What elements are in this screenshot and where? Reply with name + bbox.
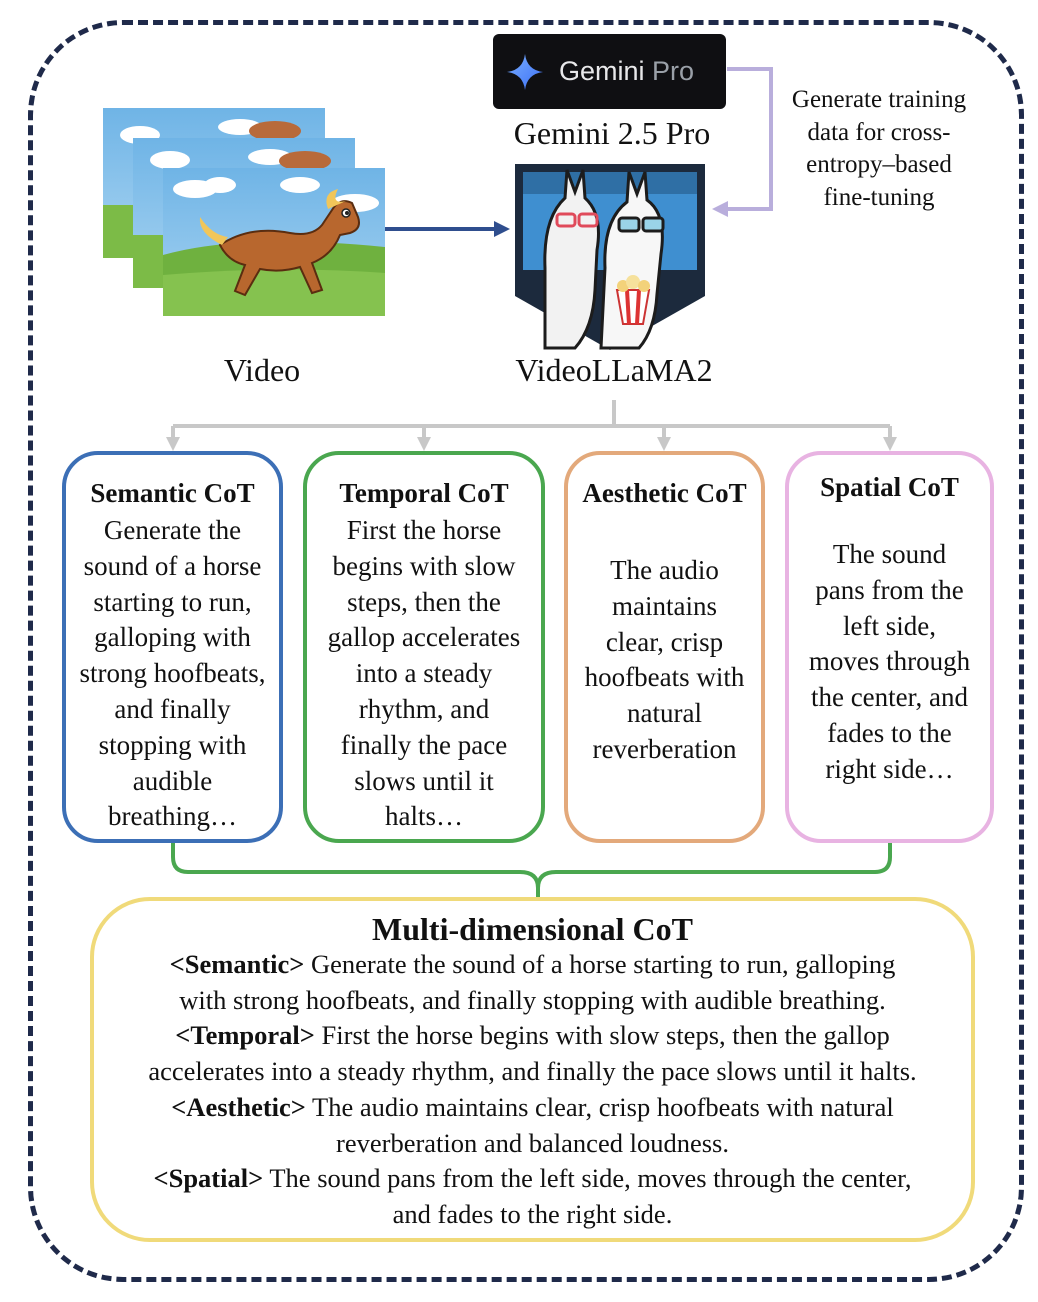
multi-dimensional-cot-box	[90, 897, 975, 1242]
aesthetic-cot-card	[564, 451, 765, 843]
gemini-badge-suffix: Pro	[652, 56, 695, 86]
split-arrowhead-semantic	[166, 437, 180, 451]
summary-line: <Spatial> The sound pans from the left side, moves through the center,	[153, 1163, 912, 1194]
gemini-label: Gemini 2.5 Pro	[513, 115, 711, 151]
semantic-tag: <Semantic>	[169, 949, 305, 979]
gemini-pro-badge	[493, 34, 726, 109]
spatial-tag: <Spatial>	[153, 1163, 264, 1194]
card-title: Semantic CoT	[90, 478, 255, 508]
gemini-sparkle-icon	[505, 52, 545, 92]
note-line: entropy–based	[806, 151, 952, 178]
card-text: Generate the sound of a horse starting to run, galloping with strong hoofbeats, and finally stopping with audible breathing…	[79, 515, 266, 832]
merge-brace	[173, 843, 890, 897]
split-arrowhead-temporal	[417, 437, 431, 451]
training-data-note	[770, 84, 988, 214]
summary-line: with strong hoofbeats, and finally stopping with audible breathing.	[179, 984, 886, 1015]
videollama2-label: VideoLLaMA2	[515, 352, 713, 388]
summary-line: <Temporal> First the horse begins with slow steps, then the gallop	[175, 1020, 890, 1051]
aesthetic-tag: <Aesthetic>	[171, 1091, 306, 1122]
summary-line: accelerates into a steady rhythm, and finally the pace slows until it halts.	[148, 1056, 917, 1087]
split-arrowhead-aesthetic	[657, 437, 671, 451]
note-line: Generate training	[791, 86, 967, 113]
spatial-cot-card	[785, 451, 994, 843]
note-line: data for cross-	[807, 118, 951, 146]
popcorn-icon	[617, 275, 650, 324]
split-arrowhead-spatial	[883, 437, 897, 451]
note-line: fine-tuning	[823, 183, 935, 211]
card-title: Aesthetic CoT	[582, 478, 747, 508]
summary-line: reverberation and balanced loudness.	[336, 1127, 729, 1158]
gemini-badge-word: Gemini	[559, 56, 645, 86]
summary-line: <Semantic> Generate the sound of a horse starting to run, galloping	[169, 949, 896, 979]
card-text: The sound pans from the left side, moves through the center, and fades to the right side…	[808, 539, 971, 784]
video-label: Video	[223, 352, 301, 388]
video-frames-image	[100, 105, 390, 320]
semantic-cot-card	[62, 451, 283, 843]
temporal-cot-card	[303, 451, 545, 843]
gemini-badge-text	[559, 56, 694, 87]
card-text: The audio maintains clear, crisp hoofbeats with natural reverberation	[584, 555, 745, 764]
card-title: Spatial CoT	[820, 472, 959, 502]
card-title: Temporal CoT	[339, 478, 509, 508]
videollama2-logo	[505, 158, 715, 354]
summary-line: <Aesthetic> The audio maintains clear, crisp hoofbeats with natural	[171, 1091, 894, 1122]
card-text: First the horse begins with slow steps, then the gallop accelerates into a steady rhythm, and finally the pace slows until it halts…	[327, 515, 521, 832]
temporal-tag: <Temporal>	[175, 1020, 315, 1051]
summary-title: Multi-dimensional CoT	[372, 911, 693, 947]
summary-line: and fades to the right side.	[392, 1198, 673, 1229]
video-frame-front	[163, 168, 385, 316]
